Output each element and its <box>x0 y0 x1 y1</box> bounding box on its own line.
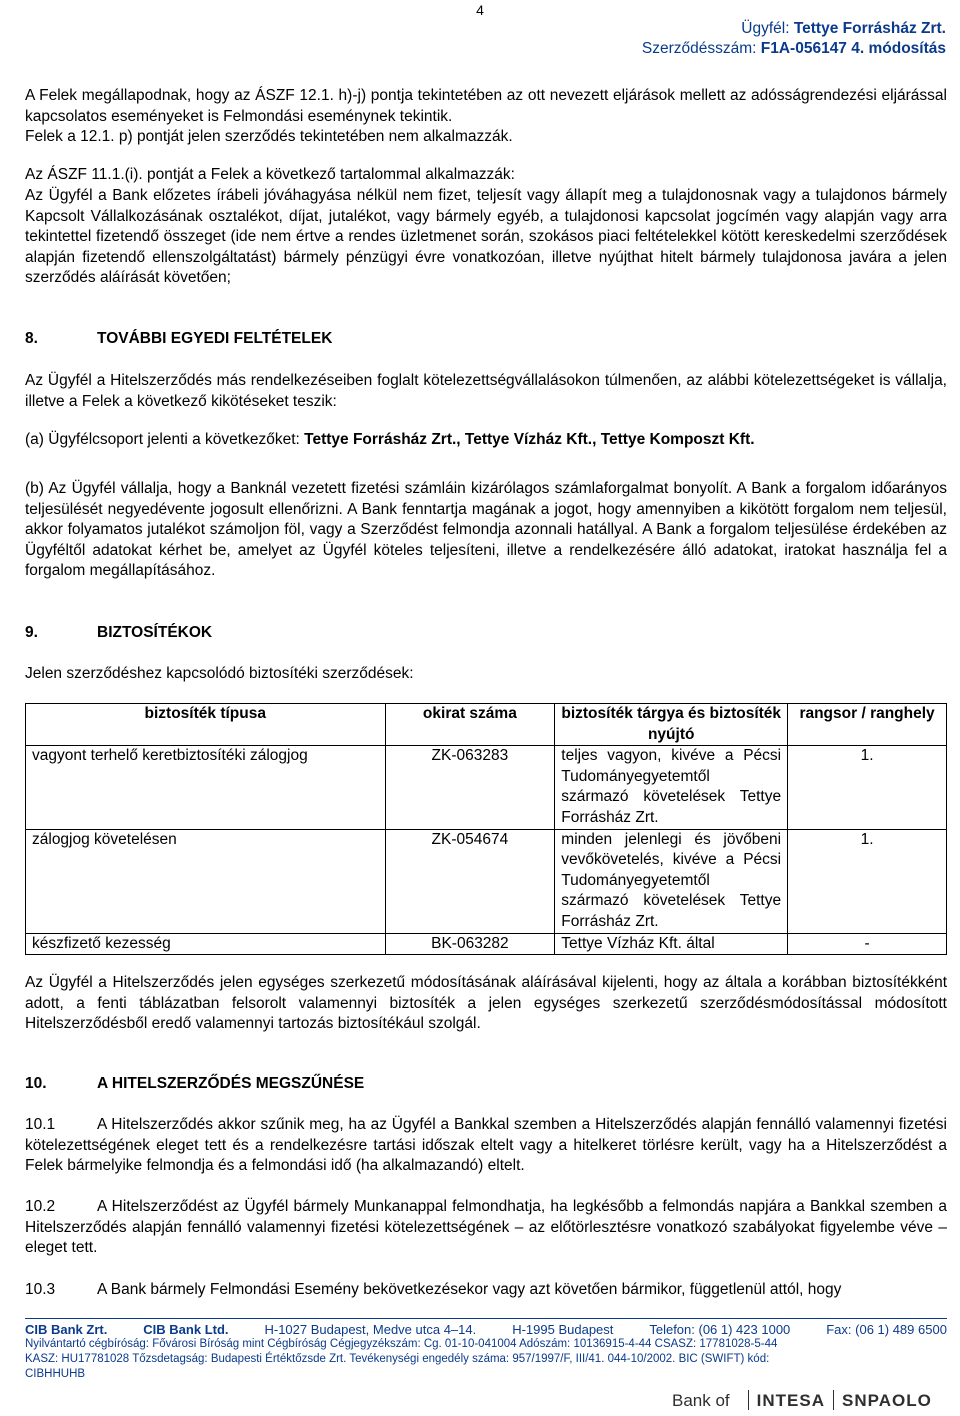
table-cell: 1. <box>788 746 947 829</box>
intro-paragraph-2: Felek a 12.1. p) pontját jelen szerződés tekintetében nem alkalmazzák. <box>25 128 513 145</box>
table-row <box>26 746 947 829</box>
section-8-title: TOVÁBBI EGYEDI FELTÉTELEK <box>97 330 333 347</box>
intro-paragraph-3-lead: Az ÁSZF 11.1.(i). pontját a Felek a következő tartalommal alkalmazzák: <box>25 166 515 183</box>
logo-sanpaolo: SNPAOLO <box>842 1391 932 1410</box>
table-row <box>26 933 947 955</box>
section-9-number: 9. <box>25 624 38 641</box>
footer-contact-line <box>25 1318 947 1337</box>
page-footer <box>25 1318 947 1382</box>
intro-paragraph-3-body: Az Ügyfél a Bank előzetes írábeli jóváhagyása nélkül nem fizet, teljesít vagy állapít meg a tulajdonosnak vagy a tulajdonos bármely Kapcsolt Vállalkozásának osztalékot, díjat, jutalékot, vagy bármely egyéb, a tulajdonosi kapcsolat jogcímén vagy alapján vagy arra tekintettel fizetendő összeget (ide nem értve a rendes üzletmenet során, szokásos piaci feltételekkel kötött kereskedelmi szerződések alapján fizetendő ellenszolgáltatást) bármely pénzügyi évre vonatkozóan, illetve nyújthat hitelt bármely tulajdonosa javára a jelen szerződés aláírását követően; <box>25 187 947 287</box>
section-8-paragraph: Az Ügyfél a Hitelszerződés más rendelkezéseiben foglalt kötelezettségvállalásokon túlmenően, az alábbi kötelezettségeket is vállalja, illetve a Felek a következő kikötéseket teszik: <box>25 372 947 410</box>
clause-number: 10.2 <box>25 1198 56 1215</box>
logo-bank-of: Bank of <box>672 1391 730 1410</box>
table-cell: teljes vagyon, kivéve a Pécsi Tudományegyetemtől származó követelések Tettye Forrásház Zrt. <box>555 746 788 829</box>
table-cell: BK-063282 <box>385 933 555 955</box>
clause-number: 10.1 <box>25 1116 56 1133</box>
footer-bic-line: CIBHHUHB <box>25 1368 86 1380</box>
section-8-item-a <box>25 430 947 451</box>
column-header: biztosíték tárgya és biztosíték nyújtó <box>555 704 788 746</box>
security-table <box>25 703 947 955</box>
table-cell: ZK-063283 <box>385 746 555 829</box>
table-cell: zálogjog követelésen <box>26 829 386 933</box>
client-label: Ügyfél: <box>741 20 790 37</box>
column-header: biztosíték típusa <box>26 704 386 746</box>
client-name: Tettye Forrásház Zrt. <box>793 20 946 37</box>
section-10-number: 10. <box>25 1075 47 1092</box>
item-a-prefix: (a) Ügyfélcsoport jelenti a következőket: <box>25 431 300 448</box>
table-header-row <box>26 704 947 746</box>
footer-license-line: KASZ: HU17781028 Tőzsdetagság: Budapesti Értéktőzsde Zrt. Tevékenységi engedély száma: 957/1997/F, III/41. 044-10/2002. BIC (SWIFT) kód: <box>25 1353 770 1365</box>
section-9-title: BIZTOSÍTÉKOK <box>97 624 213 641</box>
column-header: rangsor / ranghely <box>788 704 947 746</box>
table-cell: - <box>788 933 947 955</box>
section-8-heading <box>25 330 332 348</box>
table-cell: vagyont terhelő keretbiztosítéki zálogjog <box>26 746 386 829</box>
footer-phone: Telefon: (06 1) 423 1000 <box>649 1322 791 1337</box>
intro-paragraph-1: A Felek megállapodnak, hogy az ÁSZF 12.1. h)-j) pontja tekintetében az ott nevezett eljárások mellett az adósságrendezési eljárással kapcsolatos eseményeket is Felmondási eseménynek tekintik. <box>25 87 947 125</box>
contract-label: Szerződésszám: <box>641 40 757 57</box>
section-10-title: A HITELSZERZŐDÉS MEGSZŰNÉSE <box>97 1075 365 1092</box>
header-contract <box>642 40 946 58</box>
section-9-closing-paragraph: Az Ügyfél a Hitelszerződés jelen egységes szerkezetű módosításának aláírásával kijelenti, hogy az általa a korábban biztosítékként adott, a fenti táblázatban felsorolt valamennyi biztosíték a jelen egységes szerkezetű szerződésmódosítással módosított Hitelszerződésből eredő valamennyi tartozás biztosítékául szolgál. <box>25 974 947 1033</box>
clause-text: A Hitelszerződés akkor szűnik meg, ha az Ügyfél a Bankkal szemben a Hitelszerződés alapján fennálló valamennyi fizetési kötelezettségének eleget tett és a rendelkezésre tartási időszak eltelt vagy a hitelkeret törlésre került, vagy ha a Hitelszerződést a Felek bármelyike felmondja és a felmondási idő (ha alkalmazandó) eltelt. <box>25 1116 947 1175</box>
column-header: okirat száma <box>385 704 555 746</box>
table-cell: ZK-054674 <box>385 829 555 933</box>
section-10-heading <box>25 1075 364 1093</box>
clause-10-3 <box>25 1280 947 1301</box>
clause-number: 10.3 <box>25 1281 56 1298</box>
section-9-heading <box>25 624 212 642</box>
footer-bank-name-en: CIB Bank Ltd. <box>143 1322 229 1337</box>
table-row <box>26 829 947 933</box>
intesa-sanpaolo-logo <box>672 1390 932 1411</box>
header-client <box>741 20 946 38</box>
clause-text: A Bank bármely Felmondási Esemény bekövetkezésekor vagy azt követően bármikor, függetlenül attól, hogy <box>97 1281 842 1298</box>
table-cell: minden jelenlegi és jövőbeni vevőkövetelés, kivéve a Pécsi Tudományegyetemtől származó követelések Tettye Forrásház Zrt. <box>555 829 788 933</box>
clause-text: A Hitelszerződést az Ügyfél bármely Munkanappal felmondhatja, ha legkésőbb a felmondás napjára a Bankkal szemben a Hitelszerződés alapján fennálló valamennyi fizetési kötelezettségének – az előtörlesztésre vonatkozó szabályokat figyelembe véve – eleget tett. <box>25 1198 947 1257</box>
logo-divider <box>748 1390 749 1410</box>
footer-registry-line: Nyilvántartó cégbíróság: Fővárosi Bíróság mint Cégbíróság Cégjegyzékszám: Cg. 01-10-041004 Adószám: 10136915-4-44 CSASZ: 17781028-5-44 <box>25 1338 778 1350</box>
page-number: 4 <box>476 2 484 18</box>
footer-postal-address: H-1995 Budapest <box>512 1322 614 1337</box>
footer-bank-name-hu: CIB Bank Zrt. <box>25 1322 108 1337</box>
logo-intesa: INTESA <box>756 1391 825 1410</box>
footer-fax: Fax: (06 1) 489 6500 <box>826 1322 947 1337</box>
section-8-item-b: (b) Az Ügyfél vállalja, hogy a Banknál vezetett fizetési számláin kizárólagos számlaforgalmat bonyolít. A Bank a forgalom időarányos teljesülését negyedévente jogosult ellenőrizni. A Bank fenntartja magának a jogot, hogy amennyiben a kikötött forgalom nem teljesül, akkor folyamatos jutalékot számoljon föl, vagy a Szerződést felmondja azonnali hatállyal. A Bank a forgalom teljesülése érdekében az Ügyféltől adatokat kérhet be, amelyet az Ügyfél köteles teljesíteni, illetve a rendelkezésére álló adatokat, iratokat használja fel a forgalom megállapításához. <box>25 480 947 580</box>
table-cell: készfizető kezesség <box>26 933 386 955</box>
section-8-number: 8. <box>25 330 38 347</box>
clause-10-2 <box>25 1197 947 1259</box>
table-cell: 1. <box>788 829 947 933</box>
footer-address: H-1027 Budapest, Medve utca 4–14. <box>264 1322 477 1337</box>
logo-divider <box>833 1390 834 1410</box>
section-9-intro: Jelen szerződéshez kapcsolódó biztosítéki szerződések: <box>25 665 414 682</box>
contract-number: F1A-056147 4. módosítás <box>760 40 946 57</box>
item-a-companies: Tettye Forrásház Zrt., Tettye Vízház Kft., Tettye Komposzt Kft. <box>304 431 755 448</box>
clause-10-1 <box>25 1115 947 1177</box>
table-cell: Tettye Vízház Kft. által <box>555 933 788 955</box>
